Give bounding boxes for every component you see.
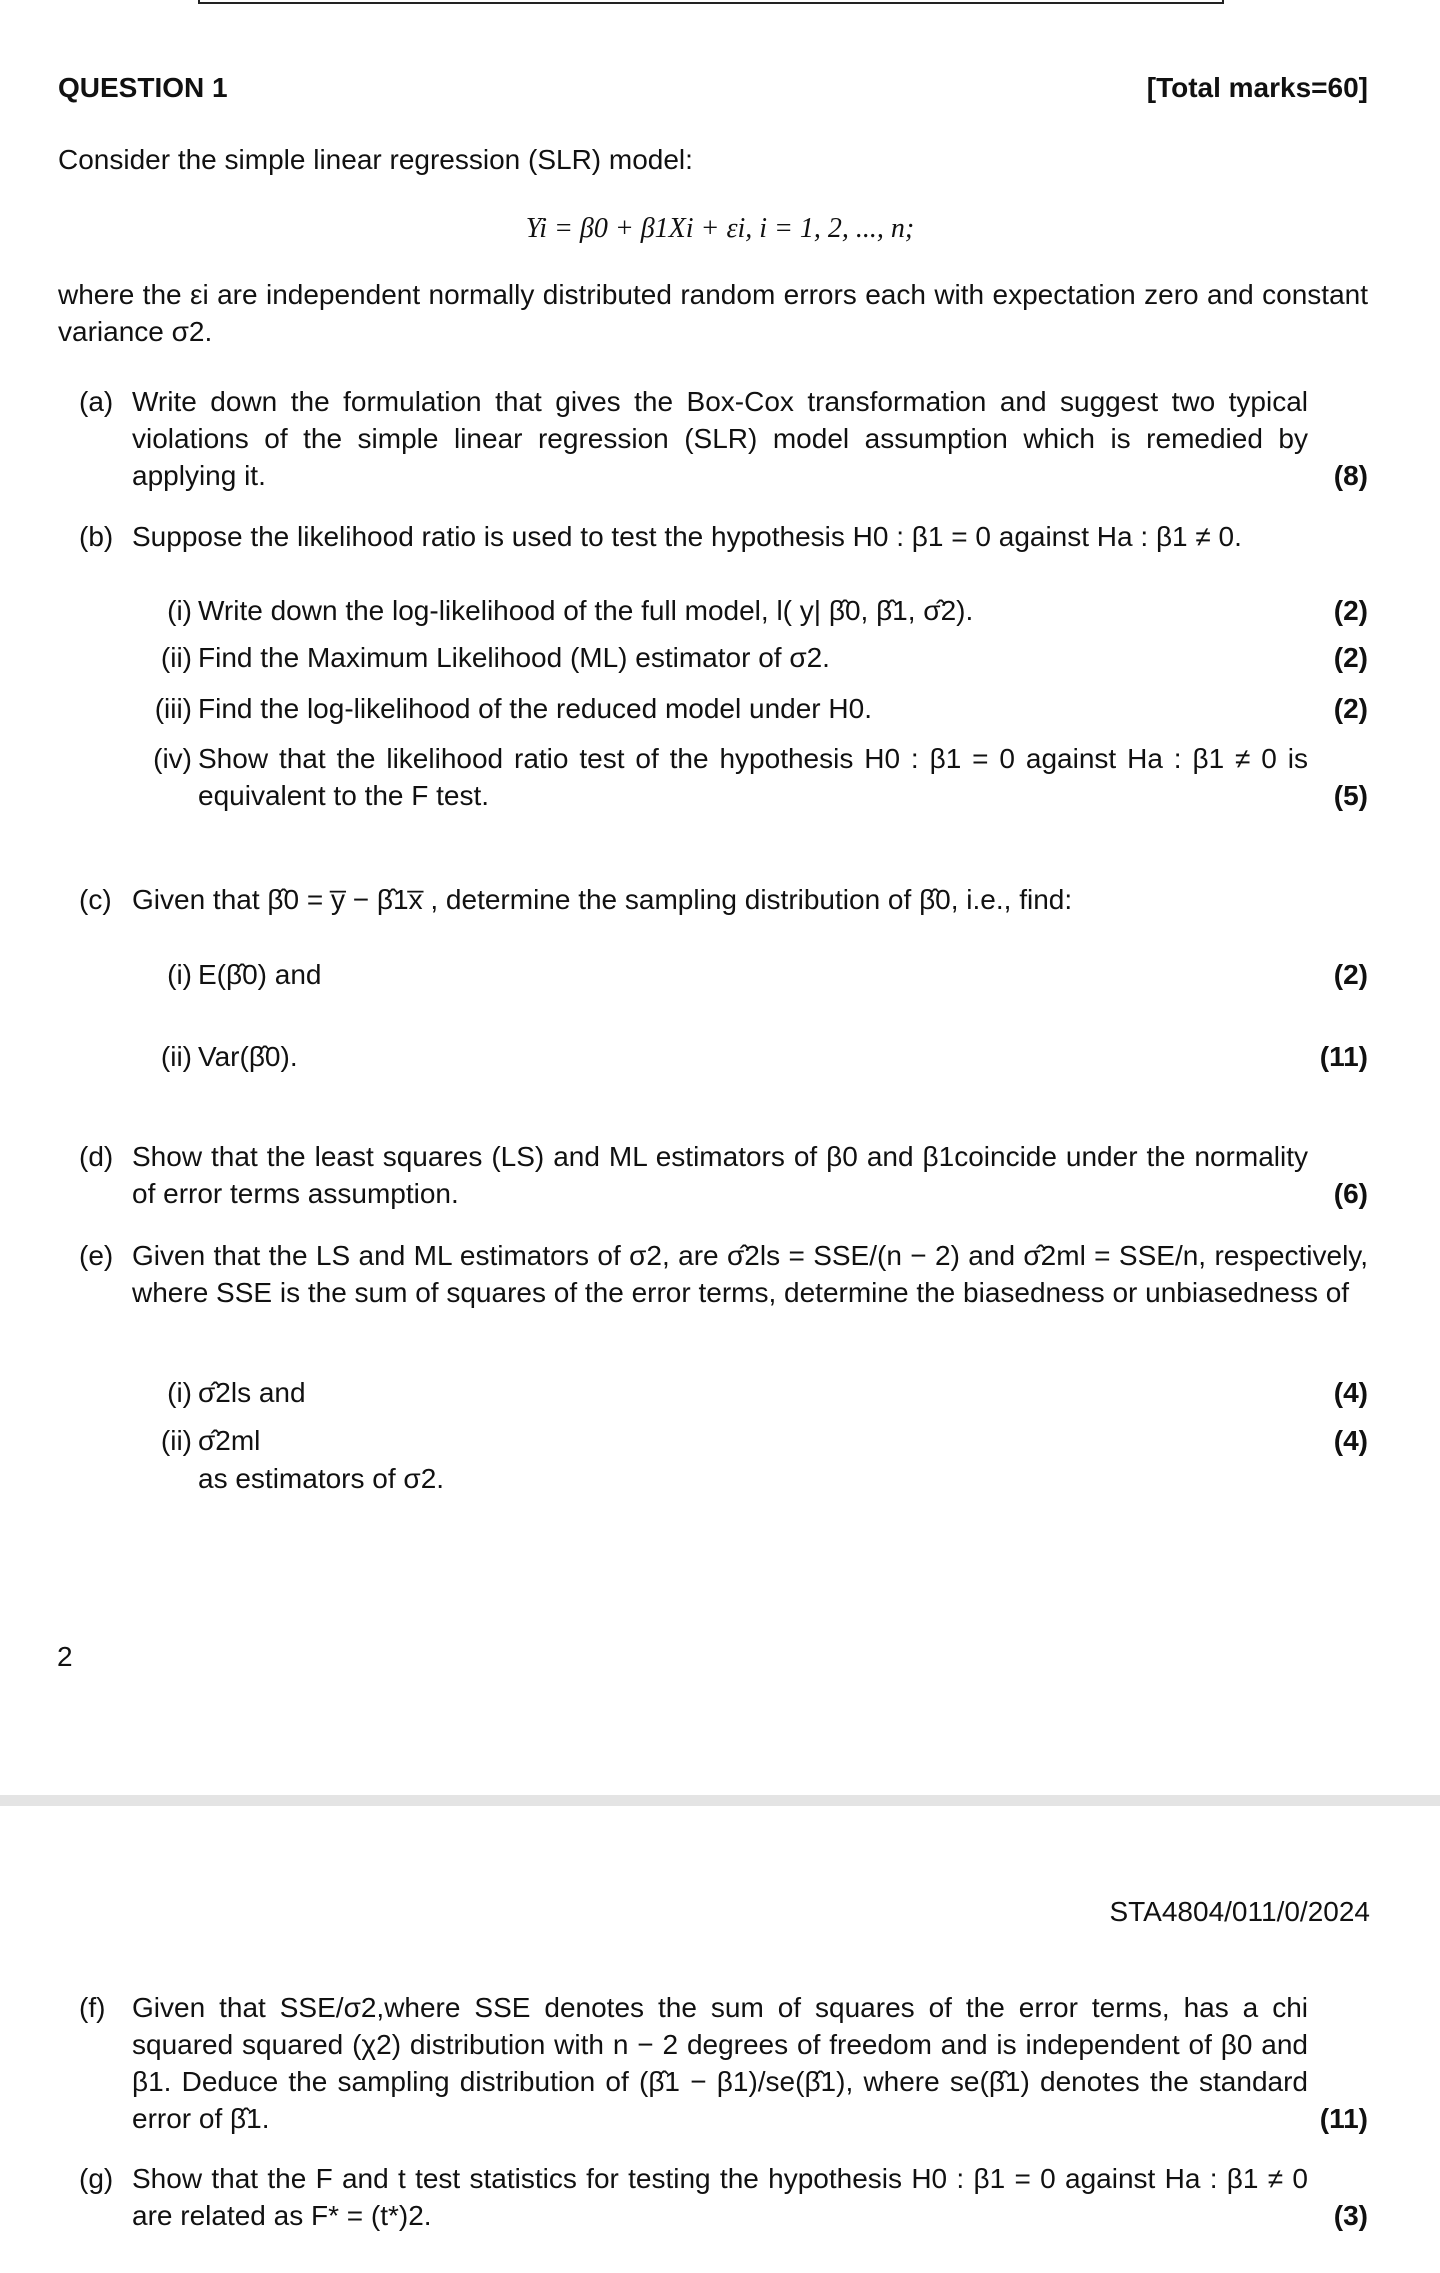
sub-label: (ii) (160, 1425, 192, 1456)
sub-label: (iii) (154, 693, 192, 724)
sub-marks: (11) (1319, 1041, 1368, 1072)
sub-label: (i) (167, 1377, 192, 1408)
sub-label: (iv) (153, 743, 192, 774)
part-d-text: Show that the least squares (LS) and ML estimators of β0 and β1coincide under the normality of error terms assumption. (132, 1141, 1308, 1209)
total-marks: [Total marks=60] (1146, 72, 1368, 103)
part-b-text: Suppose the likelihood ratio is used to test the hypothesis H0 : β1 = 0 against Ha : β1 ≠ 0. (132, 521, 1242, 552)
sub-text: Write down the log-likelihood of the full model, l( y| β̂0, β̂1, σ̂2). (198, 595, 974, 626)
part-g-text: Show that the F and t test statistics for testing the hypothesis H0 : β1 = 0 against Ha : β1 ≠ 0 are related as F* = (t*)2. (132, 2163, 1308, 2231)
page-divider (0, 1795, 1440, 1806)
sub-text: Find the Maximum Likelihood (ML) estimator of σ2. (198, 642, 830, 673)
sub-label: (ii) (160, 642, 192, 673)
document-code: STA4804/011/0/2024 (1109, 1896, 1370, 1927)
sub-label: (i) (167, 595, 192, 626)
question-title: QUESTION 1 (58, 72, 228, 103)
sub-text: Show that the likelihood ratio test of the hypothesis H0 : β1 = 0 against Ha : β1 ≠ 0 is equivalent to the F test. (198, 743, 1308, 811)
part-f-label: (f) (79, 1992, 106, 2023)
part-d-label: (d) (79, 1141, 114, 1172)
sub-marks: (2) (1333, 595, 1368, 626)
part-b-label: (b) (79, 521, 114, 552)
model-equation: Yi = β0 + β1Xi + εi, i = 1, 2, ..., n; (525, 213, 915, 244)
sub-marks: (2) (1333, 642, 1368, 673)
sub-marks: (2) (1333, 959, 1368, 990)
part-a-text: Write down the formulation that gives the Box-Cox transformation and suggest two typical violations of the simple linear regression (SLR) model assumption which is remedied by applying it. (132, 386, 1308, 491)
sub-marks: (2) (1333, 693, 1368, 724)
sub-marks: (4) (1333, 1425, 1368, 1456)
part-c-label: (c) (79, 884, 112, 915)
part-a-marks: (8) (1333, 460, 1368, 491)
part-g-label: (g) (79, 2163, 114, 2194)
sub-label: (ii) (160, 1041, 192, 1072)
part-f-marks: (11) (1319, 2103, 1368, 2134)
intro-text: Consider the simple linear regression (SLR) model: (58, 144, 693, 175)
sub-text: σ̂2ls and (198, 1377, 306, 1408)
question-header (58, 69, 1368, 109)
sub-label: (i) (167, 959, 192, 990)
part-c-text: Given that β̂0 = y̅ − β̂1x̅ , determine the sampling distribution of β̂0, i.e., find: (132, 884, 1073, 915)
sub-text: as estimators of σ2. (198, 1463, 445, 1494)
sub-marks: (4) (1333, 1377, 1368, 1408)
part-e-text: Given that the LS and ML estimators of σ2, are σ̂2ls = SSE/(n − 2) and σ̂2ml = SSE/n, respectively, where SSE is the sum of squares of the error terms, determine the biasedness or unbiasedness of (132, 1240, 1368, 1308)
sub-text: Find the log-likelihood of the reduced model under H0. (198, 693, 872, 724)
page-number: 2 (57, 1641, 73, 1672)
part-a-label: (a) (79, 386, 114, 417)
part-d-marks: (6) (1333, 1178, 1368, 1209)
assumption-text: where the εi are independent normally distributed random errors each with expectation zero and constant variance σ2. (58, 279, 1368, 347)
sub-text: E(β̂0) and (198, 959, 322, 990)
part-e-label: (e) (79, 1240, 114, 1271)
part-g-marks: (3) (1333, 2200, 1368, 2231)
sub-text: Var(β̂0). (198, 1041, 298, 1072)
sub-marks: (5) (1333, 780, 1368, 811)
sub-text: σ̂2ml (198, 1425, 261, 1456)
part-f-text: Given that SSE/σ2,where SSE denotes the sum of squares of the error terms, has a chi squared squared (χ2) distribution with n − 2 degrees of freedom and is independent of β0 and β1. Deduce the sampling distribution of (β̂1 − β1)/se(β̂1), where se(β̂1) denotes the standard error of β̂1. (132, 1992, 1308, 2134)
